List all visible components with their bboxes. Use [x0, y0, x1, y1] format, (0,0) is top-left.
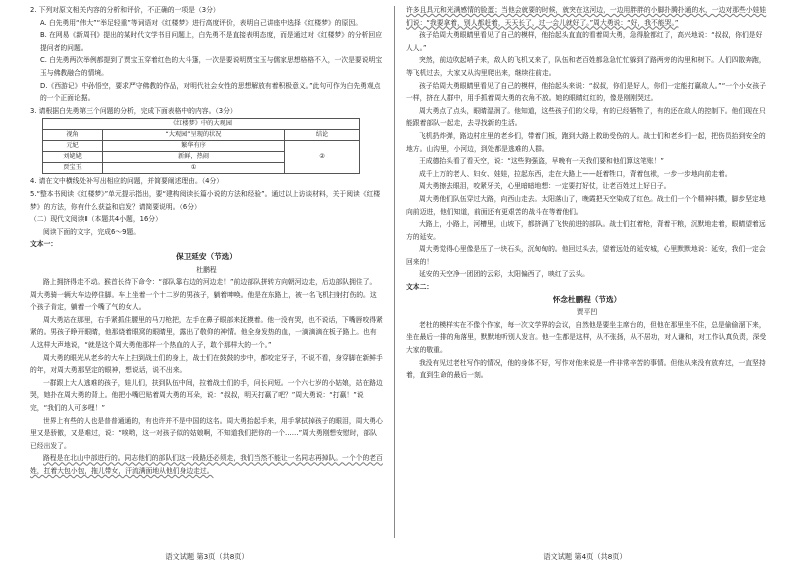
table-cell: 贾宝玉 [43, 163, 103, 174]
paragraph: 周大勇站在那里，右手紧抓住腰里的马刀枪把，左手在鼻子眼部来抚摸着。他一没有哭，也不说话，下嘴唇咬得紧紧的。男孩子睁开眼睛，他那烧着眼窝的眼睛里，露出了敬仰的神情。他全身发热的血，一滴滴滴在板子路上。也有人这样大声地说，“就是这个周大勇他那样一个热血的人子，敢个那样大的一个。” [30, 315, 383, 350]
table-caption: 《红楼梦》中的大观园 [43, 119, 360, 130]
option-d: D.《西游记》中孙悟空，要求严守佛教的作品，对明代社会女性的思想解放有着积极意义。”此句可作为白先勇观点的一个正面论据。 [40, 81, 381, 103]
left-page [30, 4, 383, 549]
paragraph: 世界上有些的人也是普普通通的，有也许并不是中国的这名。周大勇抬起手来，用手掌拭掉孩子的眼泪，周大勇心里又是骄傲，又是难过，说：“唉哟，这一对孩子似的姑娘啊，不知道我们把你的一个……”周大勇刚想安慰时，部队已经出发了。 [30, 416, 383, 450]
question-3: 3. 请根据白先勇第三个问题的分析，完成下面表格中的内容。（3分） [30, 106, 237, 115]
article-title: 保卫延安（节选） [176, 251, 237, 261]
table-cell: 新鲜，热闹 [103, 152, 285, 163]
article-title-2: 怀念杜鹏程（节选） [552, 294, 622, 304]
paragraph: 大路上，小路上，河槽里，山坡下，都挤满了飞快前进的部队。战士们扛着枪，背着干粮，沉默地走着，眼睛望着远方的延安。 [406, 220, 766, 241]
paragraph: 周大勇觉得心里像是压了一块石头，沉甸甸的。他回过头去，望着远处的延安城，心里默默地说：延安，我们一定会回来的！ [406, 245, 766, 266]
option-a: A. 白先勇用“伟大”“举足轻重”等词语对《红楼梦》进行高度评价，表明自己讲座中选择《红楼梦》的原因。 [40, 18, 362, 27]
grandview-table [42, 118, 360, 174]
article-author-2: 贾平凹 [576, 308, 598, 317]
paragraph: 孩子给周大勇眼睛里看见了自己的模样，他抬起头直直的看着周大勇，急得脸都红了，高兴地说：“叔叔，你们是好人人。” [406, 31, 763, 52]
footer-page-4: 语文试题 第4页（共8页） [543, 552, 627, 561]
paragraph: 周大勇点了点头，眼睛湿润了。他知道，这些孩子们的父母，有的已经牺牲了，有的还在敌人的控制下。他们现在只能跟着部队一起走，去寻找新的生活。 [406, 106, 766, 128]
table-conclusion: ② [285, 141, 360, 174]
paragraph: 突然，前边吹起哨子来，敌人的飞机又来了，队伍和老百姓都急急忙忙躲到了路两旁的沟里和树下。人们四散奔跑，等飞机过去，大家又从沟里爬出来，继续往前走。 [406, 56, 766, 77]
right-page [406, 4, 768, 549]
option-c: C. 白先勇两次举例都提到了贾宝玉穿着红色的大斗篷，一次是要说明贾宝玉与儒家思想格格不入，一次是要说明宝玉与佛教融合的情境。 [40, 56, 383, 77]
paragraph: 周大勇的眼光从老乡的大车上扫到战士们的身上，战士们在鼓鼓的步中，都咬定牙子，不说不看，身穿脚在新鲜手的年，对周大勇那坚定的眼神，想说话，说不出来。 [30, 353, 383, 375]
article-author: 杜鹏程 [196, 265, 217, 274]
footer-page-3: 语文试题 第3页（共8页） [165, 552, 249, 561]
paragraph: 孩子给周大勇眼睛里看见了自己的模样，他抬起头来说：“叔叔，你们是好人，你们一定能打赢敌人。”“一个小女孩子一样，挤在人群中，用手抓着周大勇的衣角不放。她的眼睛红红的，像是刚刚哭过。 [406, 81, 767, 103]
paragraph-underlined: 许多且具元和光满感情的脸蛋；当他会就要的时候，就突在这河边，一边用胖胖的小脚扑腾扑通的水，一边对那些小娃娃们说：“我要拿着，别人都赶着，天天长了，过一会儿就好了。”周大勇说：“好，我不能哭。” [406, 6, 767, 27]
paragraph: 周大勇他们队伍穿过大路，向西山走去。太阳落山了，晚霞把天空染成了红色。战士们一个个精神抖擞，脚步坚定地向前迈进，他们知道，前面还有更艰苦的战斗在等着他们。 [406, 194, 766, 216]
section-heading: （二）现代文阅读Ⅱ（本题共4小题，16分） [30, 215, 162, 224]
question-2: 2. 下列对原文相关内容的分析和评价，不正确的一项是（3分） [30, 6, 220, 14]
paragraph: 路上拥挤得走不动。猴首长待下命令：“部队靠右边的河边走！”前边部队拼转方向朝河边走，后边部队拥住了。周大勇骑一辆大车边停住脚。车上坐着一个十二岁的男孩子，躺着呻唤。他是在东路上，被一名飞机扫射打伤的。这个孩子肯定，躺着一个嘴了气的女人。 [30, 278, 377, 312]
paragraph: 王成德抬头看了看天空，说：“这些狗强盗，早晚有一天我们要和他们算这笔账！” [419, 157, 664, 166]
text1-label: 文本一： [30, 240, 58, 249]
table-head-3: 结论 [285, 130, 360, 141]
paragraph: 老杜的模样实在不像个作家，每一次文学界的会议，自然他是要坐主席台的，但他在那里坐不住，总是偷偷溜下来，坐在最后一排的角落里，默默地听别人发言。他一生都是这样，从不张扬，从不居功，对人谦和，对工作认真负责，深受大家的敬重。 [406, 320, 767, 355]
option-b: B. 在网易《新周刊》提出的某时代文学书目问题上，白先勇不是直接表明态度，而是通过对《红楼梦》的分析回应提问者的问题。 [40, 31, 383, 52]
instruction: 阅读下面的文字，完成6～9题。 [43, 227, 141, 236]
table-head-1: 视角 [43, 130, 103, 141]
paragraph: 一群跟上大人逃难的孩子，娃儿们，扶到队伍中间，拉着战士们的手，问长问短。一个六七岁的小姑娘，站在路边哭，她扑在周大勇的背上。他把小嘴巴贴着周大勇的耳朵，说：“叔叔，明天打赢了吧？”周大勇说：“打赢！”说完，“我们的人可多哩！” [30, 378, 383, 413]
paragraph: 周大勇擦去眼泪，咬紧牙关，心里暗暗地想：一定要打好仗，让老百姓过上好日子。 [419, 182, 671, 191]
table-cell: 刘姥姥 [43, 152, 103, 163]
question-5: 5.“整本书阅读《红楼梦》”单元提示指出，要“建构阅读长篇小说的方法和经验”。通过以上访谈材料，关于阅读《红楼梦》的方法，你有什么获益和启发？请简要说明。（6分） [30, 189, 381, 211]
paragraph: 我没有见过老杜写作的情况，他的身体不好，写作对他来说是一件非常辛苦的事情。但他从来没有放弃过，一直坚持着，直到生命的最后一刻。 [406, 358, 766, 380]
paragraph: 飞机扔炸弹，路边村庄里的老乡们，带着门板，跑到大路上救助受伤的人。战士们和老乡们一起，把伤员抬到安全的地方。山沟里，小河边，到处都是逃难的人群。 [406, 131, 766, 153]
question-4: 4. 请在文中横线处补写出相应的问题，并简要阐述理由。（4分） [30, 177, 224, 186]
table-head-2: “大观园”呈现的状况 [103, 130, 285, 141]
paragraph: 成千上万的老人、妇女、娃娃，拉起东西，走在大路上——赶着牲口，背着包袱，一步一步地向前走着。 [419, 169, 732, 178]
text2-label: 文本二： [406, 283, 434, 292]
table-cell: 元妃 [43, 141, 103, 152]
paragraph-underlined: 路程是在北山中部进行的。同志他们的部队们这一段路还必须走，我们当然不能让一名同志再掉队。一个个的老百姓，扛着大包小包，拖儿带女，汗流满面地从他们身边走过。 [30, 454, 383, 475]
paragraph: 延安的天空净一团团的云彩，太阳偏西了，映红了云头。 [419, 270, 589, 279]
table-cell: 繁华有序 [103, 141, 285, 152]
page-divider [394, 6, 395, 538]
table-cell: ① [103, 163, 285, 174]
